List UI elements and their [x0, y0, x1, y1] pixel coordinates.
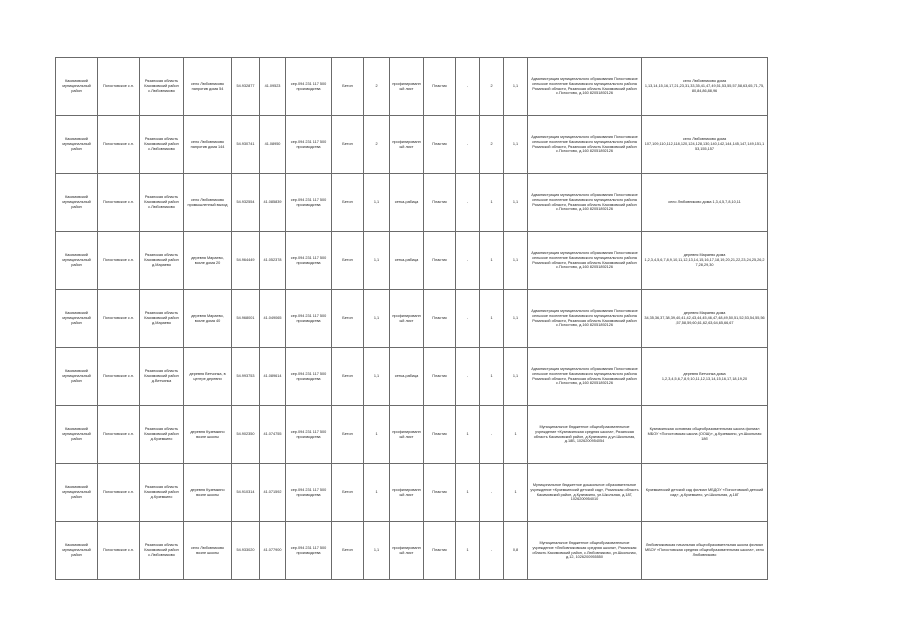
- volume-cell: 1,1: [504, 348, 528, 406]
- address-cell: Рязанская область Касимовский район с.Любовниково: [140, 522, 184, 580]
- container-count-cell: 1: [456, 464, 480, 522]
- owner-cell: Администрация муниципального образования Погостовское сельское поселение Касимовского муниципального района Рязанской области, Рязанская область Касимовский район с.Погостово, д.160 82051892126: [528, 58, 642, 116]
- planned-count-cell: -: [480, 522, 504, 580]
- fence-cell: профилированный лист: [390, 406, 424, 464]
- longitude-cell: 41.077900: [260, 522, 286, 580]
- container-count-cell: -: [456, 174, 480, 232]
- volume-cell: 1,1: [504, 290, 528, 348]
- certificate-cell: сер.094 231 117 500 производства: [286, 232, 332, 290]
- longitude-cell: 41.074755: [260, 406, 286, 464]
- longitude-cell: 41.089614: [260, 348, 286, 406]
- container-material-cell: Пластик: [424, 290, 456, 348]
- surface-cell: Бетон: [332, 464, 364, 522]
- volume-cell: 0,8: [504, 522, 528, 580]
- latitude-cell: 54.932554: [232, 174, 260, 232]
- address-cell: Рязанская область Касимовский район д.Мараево: [140, 232, 184, 290]
- location-cell: село Любовниково напротив дома 144: [184, 116, 232, 174]
- surface-cell: Бетон: [332, 348, 364, 406]
- fence-cell: сетка-рабица: [390, 348, 424, 406]
- latitude-cell: 54.968001: [232, 290, 260, 348]
- container-material-cell: Пластик: [424, 232, 456, 290]
- container-material-cell: Пластик: [424, 174, 456, 232]
- fence-cell: профилированный лист: [390, 464, 424, 522]
- owner-cell: Муниципальное бюджетное общеобразовательное учреждение «Куземкинская средняя школа», Рязанская область Касимовский район, д.Куземкино д.ул.Школьная, д.18Б, 1026200954054: [528, 406, 642, 464]
- fence-cell: профилированный лист: [390, 290, 424, 348]
- address-cell: Рязанская область Касимовский район д.Мараево: [140, 290, 184, 348]
- volume-cell: 1: [504, 464, 528, 522]
- area-cell: 1,1: [364, 174, 390, 232]
- container-count-cell: -: [456, 58, 480, 116]
- container-count-cell: -: [456, 232, 480, 290]
- served-sources-cell: село Любовниково дома 1,13,14,15,16,17,21,23,31,33,35,41,47,49,51,53,55,57,58,63,65,71,75,80,84,86,88,96: [642, 58, 768, 116]
- certificate-cell: сер.094 231 117 500 производства: [286, 522, 332, 580]
- settlement-cell: Погостовское с.п.: [98, 116, 140, 174]
- table-row: [56, 348, 768, 406]
- fence-cell: профилированный лист: [390, 116, 424, 174]
- table-row: [56, 58, 768, 116]
- planned-count-cell: -: [480, 464, 504, 522]
- settlement-cell: Погостовское с.п.: [98, 232, 140, 290]
- planned-count-cell: 2: [480, 58, 504, 116]
- container-material-cell: Пластик: [424, 522, 456, 580]
- longitude-cell: 41.052378: [260, 232, 286, 290]
- address-cell: Рязанская область Касимовский район с.Любовниково: [140, 58, 184, 116]
- surface-cell: Бетон: [332, 116, 364, 174]
- container-count-cell: 1: [456, 522, 480, 580]
- area-cell: 1,1: [364, 522, 390, 580]
- certificate-cell: сер.094 231 117 500 производства: [286, 290, 332, 348]
- served-sources-cell: деревня Мараево дома 34,35,36,37,38,39,40,41,42,43,44,45,46,47,48,49,50,51,52,53,54,55,56,57,58,59,60,61,62,63,64,65,66,67: [642, 290, 768, 348]
- fence-cell: профилированный лист: [390, 522, 424, 580]
- planned-count-cell: 2: [480, 116, 504, 174]
- table-row: [56, 464, 768, 522]
- served-sources-cell: деревня Мараево дома 1,2,3,4,5,6,7,8,9,10,11,12,13,14,15,16,17,18,19,20,21,22,23,24,25,26,27,28,29,30: [642, 232, 768, 290]
- planned-count-cell: 1: [480, 232, 504, 290]
- district-cell: Касимовский муниципальный район: [56, 58, 98, 116]
- surface-cell: Бетон: [332, 58, 364, 116]
- owner-cell: Администрация муниципального образования Погостовское сельское поселение Касимовского муниципального района Рязанской области, Рязанская область Касимовский район с.Погостово, д.160 82051892126: [528, 232, 642, 290]
- area-cell: 2: [364, 58, 390, 116]
- table-row: [56, 406, 768, 464]
- location-cell: деревня Куземкино возле школы: [184, 464, 232, 522]
- planned-count-cell: 1: [480, 290, 504, 348]
- certificate-cell: сер.094 231 117 500 производства: [286, 174, 332, 232]
- district-cell: Касимовский муниципальный район: [56, 406, 98, 464]
- certificate-cell: сер.094 231 117 500 производства: [286, 58, 332, 116]
- surface-cell: Бетон: [332, 232, 364, 290]
- volume-cell: 1,1: [504, 232, 528, 290]
- container-count-cell: 1: [456, 406, 480, 464]
- address-cell: Рязанская область Касимовский район с.Любовниково: [140, 116, 184, 174]
- container-count-cell: -: [456, 290, 480, 348]
- area-cell: 1,1: [364, 348, 390, 406]
- district-cell: Касимовский муниципальный район: [56, 348, 98, 406]
- container-material-cell: Пластик: [424, 406, 456, 464]
- table-row: [56, 232, 768, 290]
- certificate-cell: сер.094 231 117 500 производства: [286, 348, 332, 406]
- table-row: [56, 174, 768, 232]
- container-material-cell: Пластик: [424, 58, 456, 116]
- latitude-cell: 54.930741: [232, 116, 260, 174]
- address-cell: Рязанская область Касимовский район с.Любовниково: [140, 174, 184, 232]
- longitude-cell: 41.071592: [260, 464, 286, 522]
- fence-cell: профилированный лист: [390, 58, 424, 116]
- planned-count-cell: 1: [480, 348, 504, 406]
- served-sources-cell: Куземкинская основная общеобразовательная школа филиал МБОУ «Погостовская школа (ООШ)», д.Куземкино, ул.Школьная 18б: [642, 406, 768, 464]
- container-material-cell: Пластик: [424, 116, 456, 174]
- served-sources-cell: Куземкинский детский сад филиал МБДОУ «Погостовский детский сад», д.Куземкино, ул.Школьная, д.18Г: [642, 464, 768, 522]
- owner-cell: Муниципальное бюджетное дошкольное образовательное учреждение «Куземкинский детский сад», Рязанская область Касимовский район, д.Куземкино, ул.Школьная, д.18Г, 1026200954010: [528, 464, 642, 522]
- address-cell: Рязанская область Касимовский район д.Куземкино: [140, 464, 184, 522]
- longitude-cell: 41.085839: [260, 174, 286, 232]
- settlement-cell: Погостовское с.п.: [98, 406, 140, 464]
- area-cell: 1,1: [364, 232, 390, 290]
- table-body: [56, 58, 768, 580]
- volume-cell: 1,1: [504, 174, 528, 232]
- container-material-cell: Пластик: [424, 348, 456, 406]
- settlement-cell: Погостовское с.п.: [98, 464, 140, 522]
- settlement-cell: Погостовское с.п.: [98, 58, 140, 116]
- district-cell: Касимовский муниципальный район: [56, 464, 98, 522]
- location-cell: село Любовниково возле школы: [184, 522, 232, 580]
- latitude-cell: 54.902350: [232, 406, 260, 464]
- district-cell: Касимовский муниципальный район: [56, 116, 98, 174]
- location-cell: деревня Мараево, возле дома 40: [184, 290, 232, 348]
- location-cell: деревня Ветчинка, в центре деревни: [184, 348, 232, 406]
- certificate-cell: сер.094 231 117 500 производства: [286, 464, 332, 522]
- surface-cell: Бетон: [332, 406, 364, 464]
- district-cell: Касимовский муниципальный район: [56, 290, 98, 348]
- volume-cell: 1,1: [504, 58, 528, 116]
- settlement-cell: Погостовское с.п.: [98, 290, 140, 348]
- container-sites-table: [55, 57, 768, 580]
- latitude-cell: 54.993753: [232, 348, 260, 406]
- latitude-cell: 54.932877: [232, 58, 260, 116]
- container-count-cell: -: [456, 116, 480, 174]
- latitude-cell: 54.910314: [232, 464, 260, 522]
- longitude-cell: 41.09523: [260, 58, 286, 116]
- surface-cell: Бетон: [332, 290, 364, 348]
- location-cell: деревня Куземкино возле школы: [184, 406, 232, 464]
- longitude-cell: 41.049065: [260, 290, 286, 348]
- area-cell: 1: [364, 464, 390, 522]
- location-cell: село Любовниково напротив дома 54: [184, 58, 232, 116]
- fence-cell: сетка-рабица: [390, 232, 424, 290]
- owner-cell: Муниципальное бюджетное общеобразовательное учреждение «Любовниковская средняя школа», Рязанская область Касимовский район, с.Любовниково, ул.Школьная, д.12, 1026200955550: [528, 522, 642, 580]
- table-row: [56, 116, 768, 174]
- district-cell: Касимовский муниципальный район: [56, 174, 98, 232]
- latitude-cell: 54.933020: [232, 522, 260, 580]
- area-cell: 2: [364, 116, 390, 174]
- location-cell: село Любовниково промышленный выход: [184, 174, 232, 232]
- location-cell: деревня Мараево, возле дома 20: [184, 232, 232, 290]
- settlement-cell: Погостовское с.п.: [98, 522, 140, 580]
- area-cell: 1,1: [364, 290, 390, 348]
- table-row: [56, 522, 768, 580]
- served-sources-cell: Любовниковская начальная общеобразовательная школа филиал МБОУ «Погостовская средняя общеобразовательная школа», село Любовниково: [642, 522, 768, 580]
- address-cell: Рязанская область Касимовский район д.Куземкино: [140, 406, 184, 464]
- owner-cell: Администрация муниципального образования Погостовское сельское поселение Касимовского муниципального района Рязанской области, Рязанская область Касимовский район с.Погостово, д.160 82051892126: [528, 348, 642, 406]
- surface-cell: Бетон: [332, 174, 364, 232]
- certificate-cell: сер.094 231 117 500 производства: [286, 116, 332, 174]
- certificate-cell: сер.094 231 117 500 производства: [286, 406, 332, 464]
- owner-cell: Администрация муниципального образования Погостовское сельское поселение Касимовского муниципального района Рязанской области, Рязанская область Касимовский район с.Погостово, д.160 82051892126: [528, 290, 642, 348]
- address-cell: Рязанская область Касимовский район д.Ветчинка: [140, 348, 184, 406]
- owner-cell: Администрация муниципального образования Погостовское сельское поселение Касимовского муниципального района Рязанской области, Рязанская область Касимовский район с.Погостово, д.160 82051892126: [528, 116, 642, 174]
- longitude-cell: 41.08950: [260, 116, 286, 174]
- fence-cell: сетка-рабица: [390, 174, 424, 232]
- served-sources-cell: село Любовниково дома 107,109,110,112,118,120,124,128,130,140,142,144,145,147,149,151,153,155,157: [642, 116, 768, 174]
- container-count-cell: -: [456, 348, 480, 406]
- district-cell: Касимовский муниципальный район: [56, 522, 98, 580]
- volume-cell: 1: [504, 406, 528, 464]
- area-cell: 1: [364, 406, 390, 464]
- served-sources-cell: село Любовниково дома 1,3,4,5,7,8,10,11: [642, 174, 768, 232]
- volume-cell: 1,1: [504, 116, 528, 174]
- surface-cell: Бетон: [332, 522, 364, 580]
- container-material-cell: Пластик: [424, 464, 456, 522]
- table-row: [56, 290, 768, 348]
- served-sources-cell: деревня Ветчинка дома 1,2,3,4,5,6,7,8,9,10,11,12,13,14,15,16,17,18,19,20: [642, 348, 768, 406]
- owner-cell: Администрация муниципального образования Погостовское сельское поселение Касимовского муниципального района Рязанской области, Рязанская область Касимовский район с.Погостово, д.160 82051892126: [528, 174, 642, 232]
- planned-count-cell: -: [480, 406, 504, 464]
- settlement-cell: Погостовское с.п.: [98, 174, 140, 232]
- planned-count-cell: 1: [480, 174, 504, 232]
- district-cell: Касимовский муниципальный район: [56, 232, 98, 290]
- latitude-cell: 54.964449: [232, 232, 260, 290]
- settlement-cell: Погостовское с.п.: [98, 348, 140, 406]
